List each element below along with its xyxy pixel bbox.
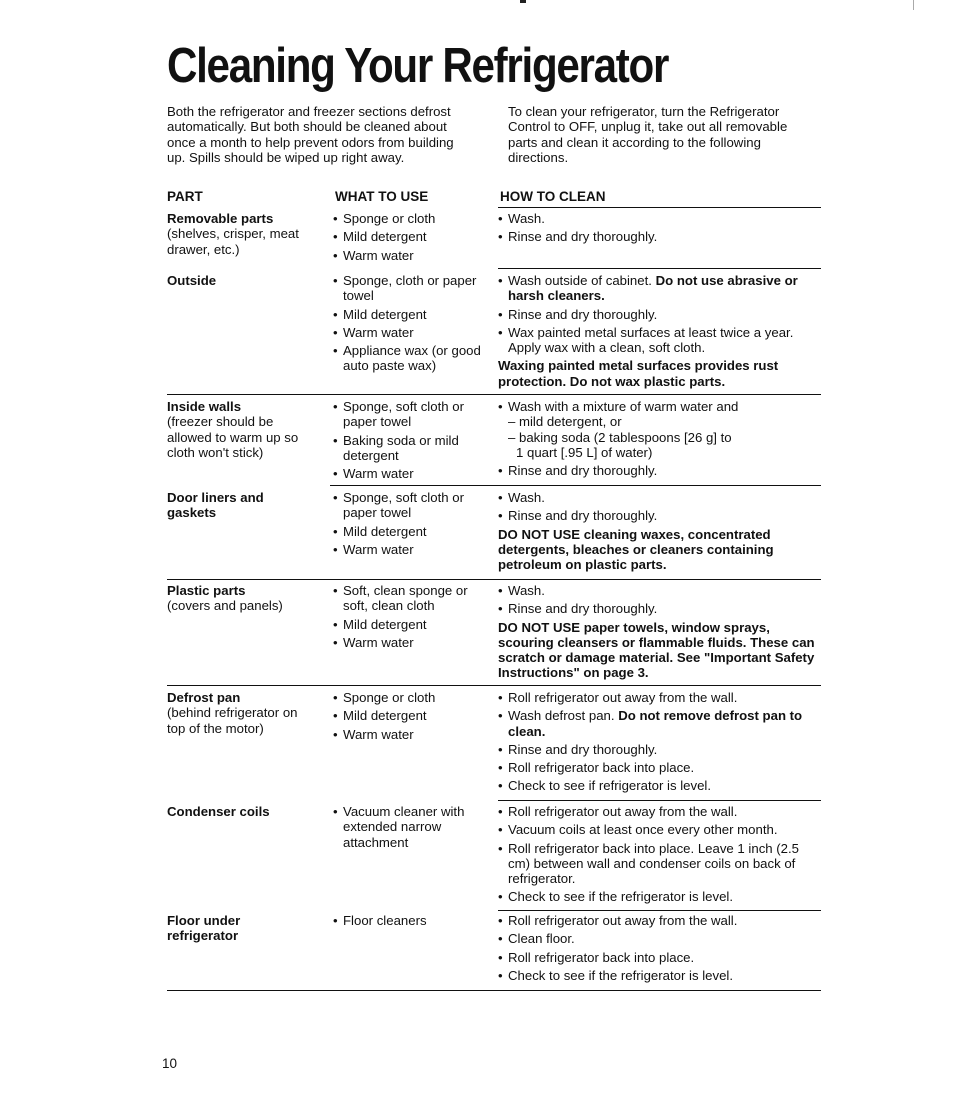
row-divider xyxy=(498,268,821,269)
list-item: • Vacuum cleaner with extended narrow attachment xyxy=(333,804,483,850)
row-divider xyxy=(330,485,821,486)
row-divider xyxy=(167,579,821,580)
list-item: • Warm water xyxy=(333,635,483,650)
how-to-clean-list xyxy=(498,690,820,797)
list-item: • Warm water xyxy=(333,542,483,557)
list-item: • Roll refrigerator back into place. Leave 1 inch (2.5 cm) between wall and condenser coils on back of refrigerator. xyxy=(498,841,820,887)
list-item: • Vacuum coils at least once every other month. xyxy=(498,822,820,837)
list-item: • Sponge, soft cloth or paper towel xyxy=(333,399,483,430)
table-bottom-rule xyxy=(167,990,821,991)
row-divider xyxy=(167,685,821,686)
part-name: Floor under refrigerator xyxy=(167,913,241,944)
list-item: • Wash. xyxy=(498,490,820,505)
list-item: • Sponge, cloth or paper towel xyxy=(333,273,483,304)
how-to-clean-list xyxy=(498,211,820,248)
list-item: • Rinse and dry thoroughly. xyxy=(498,463,820,478)
header-how-to-clean: HOW TO CLEAN xyxy=(500,189,606,204)
row-divider xyxy=(498,910,821,911)
list-item: • Mild detergent xyxy=(333,617,483,632)
warning-text: Waxing painted metal surfaces provides rust protection. Do not wax plastic parts. xyxy=(498,358,779,389)
how-to-clean-list xyxy=(498,583,820,617)
side-edge-mark xyxy=(913,0,914,10)
how-to-clean-list xyxy=(498,804,820,908)
list-item: • Wax painted metal surfaces at least twice a year. Apply wax with a clean, soft cloth. xyxy=(498,325,820,356)
part-name: Inside walls xyxy=(167,399,242,414)
part-name: Defrost pan xyxy=(167,690,241,705)
header-what-to-use: WHAT TO USE xyxy=(335,189,429,204)
list-item: • Wash outside of cabinet. Do not use abrasive or harsh cleaners. xyxy=(498,273,820,304)
list-item: • Mild detergent xyxy=(333,708,483,723)
warning-text: DO NOT USE cleaning waxes, concentrated detergents, bleaches or cleaners containing petroleum on plastic parts. xyxy=(498,526,774,573)
list-item: • Rinse and dry thoroughly. xyxy=(498,307,820,322)
what-to-use-list xyxy=(333,490,483,560)
part-name: Outside xyxy=(167,273,217,288)
part-name: Plastic parts xyxy=(167,583,246,598)
list-item: • Roll refrigerator out away from the wall. xyxy=(498,804,820,819)
header-part: PART xyxy=(167,189,203,204)
list-subitem: – baking soda (2 tablespoons [26 g] to xyxy=(508,429,732,445)
list-item: • Rinse and dry thoroughly. xyxy=(498,742,820,757)
part-name: Door liners and gaskets xyxy=(167,490,264,521)
list-item: • Roll refrigerator back into place. xyxy=(498,950,820,965)
list-item: • Rinse and dry thoroughly. xyxy=(498,601,820,616)
list-item: • Check to see if the refrigerator is level. xyxy=(498,968,820,983)
row-divider xyxy=(167,394,821,395)
list-item: • Wash with a mixture of warm water and xyxy=(498,399,820,414)
intro-paragraph-left: Both the refrigerator and freezer sections defrost automatically. But both should be cleaned about once a month to help prevent odors from building up. Spills should be wiped up right away. xyxy=(167,104,454,165)
part-note: (freezer should be allowed to warm up so cloth won't stick) xyxy=(167,414,299,460)
intro-paragraph-right: To clean your refrigerator, turn the Refrigerator Control to OFF, unplug it, take out all removable parts and clean it according to the following directions. xyxy=(508,104,788,165)
list-item: • Roll refrigerator out away from the wall. xyxy=(498,690,820,705)
list-item: • Warm water xyxy=(333,727,483,742)
list-item: • Warm water xyxy=(333,466,483,481)
list-item: • Mild detergent xyxy=(333,229,483,244)
list-item: • Roll refrigerator back into place. xyxy=(498,760,820,775)
part-note: (behind refrigerator on top of the motor) xyxy=(167,705,298,736)
list-item: • Roll refrigerator out away from the wall. xyxy=(498,913,820,928)
list-item: • Check to see if refrigerator is level. xyxy=(498,778,820,793)
list-item: • Sponge or cloth xyxy=(333,690,483,705)
what-to-use-list xyxy=(333,690,483,745)
what-to-use-list xyxy=(333,583,483,653)
row-divider xyxy=(498,800,821,801)
list-item: • Soft, clean sponge or soft, clean cloth xyxy=(333,583,483,614)
list-subitem: – mild detergent, or xyxy=(508,414,622,430)
table-header xyxy=(167,189,821,207)
what-to-use-list xyxy=(333,804,483,853)
warning-text: DO NOT USE paper towels, window sprays, scouring cleansers or flammable fluids. These can scratch or damage material. See "Important Safety Instructions" on page 3. xyxy=(498,619,815,681)
what-to-use-list xyxy=(333,399,483,484)
how-to-clean-list xyxy=(498,399,820,481)
list-item: • Baking soda or mild detergent xyxy=(333,433,483,464)
list-item: • Clean floor. xyxy=(498,931,820,946)
what-to-use-list xyxy=(333,211,483,266)
what-to-use-list xyxy=(333,913,483,931)
list-item: • Check to see if the refrigerator is level. xyxy=(498,889,820,904)
header-underline xyxy=(498,207,821,208)
part-note: (covers and panels) xyxy=(167,598,283,614)
how-to-clean-list xyxy=(498,913,820,986)
list-item: • Mild detergent xyxy=(333,524,483,539)
list-item: • Wash. xyxy=(498,583,820,598)
list-item: • Rinse and dry thoroughly. xyxy=(498,508,820,523)
list-item: • Rinse and dry thoroughly. xyxy=(498,229,820,244)
list-item: • Mild detergent xyxy=(333,307,483,322)
list-subitem: 1 quart [.95 L] of water) xyxy=(516,444,653,460)
list-item: • Sponge or cloth xyxy=(333,211,483,226)
page-title: Cleaning Your Refrigerator xyxy=(167,39,669,93)
list-item: • Sponge, soft cloth or paper towel xyxy=(333,490,483,521)
list-item: • Appliance wax (or good auto paste wax) xyxy=(333,343,483,374)
how-to-clean-list xyxy=(498,490,820,524)
page-number: 10 xyxy=(162,1056,178,1071)
list-item: • Floor cleaners xyxy=(333,913,483,928)
top-edge-mark xyxy=(520,0,526,3)
part-name: Removable parts xyxy=(167,211,274,226)
what-to-use-list xyxy=(333,273,483,377)
how-to-clean-list xyxy=(498,273,820,355)
part-note: (shelves, crisper, meat drawer, etc.) xyxy=(167,226,299,257)
list-item: • Warm water xyxy=(333,325,483,340)
list-item: • Wash defrost pan. Do not remove defrost pan to clean. xyxy=(498,708,820,739)
list-item: • Wash. xyxy=(498,211,820,226)
list-item: • Warm water xyxy=(333,248,483,263)
part-name: Condenser coils xyxy=(167,804,270,819)
